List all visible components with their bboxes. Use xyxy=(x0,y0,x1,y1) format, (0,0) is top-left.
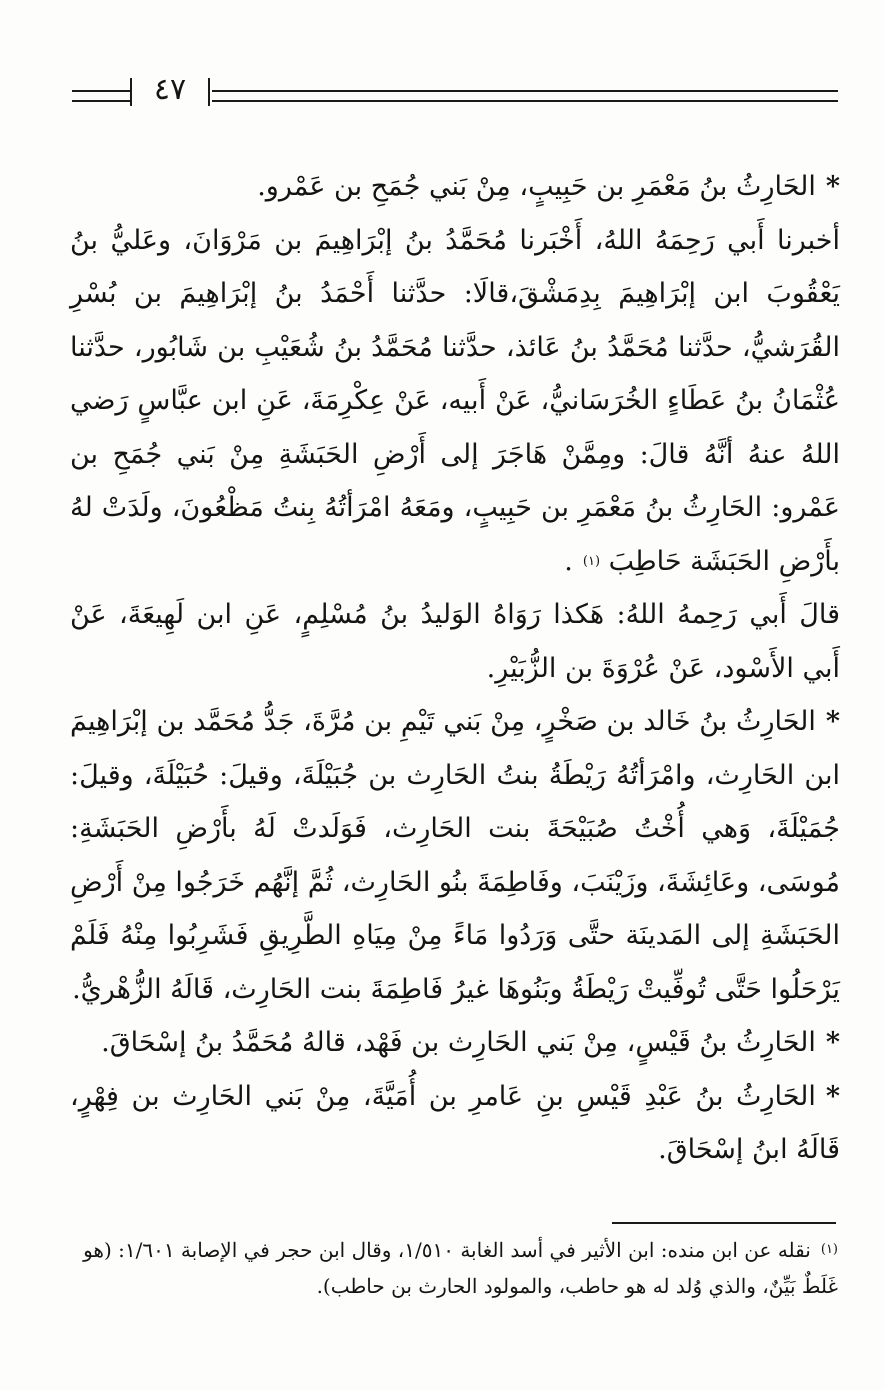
narration-paragraph xyxy=(70,214,840,589)
footnote-number: (١) xyxy=(820,1242,838,1257)
narration-text: أخبرنا أَبي رَحِمَهُ اللهُ، أَخْبَرنا مُحَمَّدُ بنُ إبْرَاهِيمَ بن مَرْوَانَ، وعَليُّ بنُ يَعْقُوبَ ابن إبْرَاهِيمَ بِدِمَشْقَ،قالَا: حدَّثنا أَحْمَدُ بنُ إبْرَاهِيمَ بن بُسْرِ القُرَشيُّ، حدَّثنا مُحَمَّدُ بنُ عَائذ، حدَّثنا مُحَمَّدُ بنُ شُعَيْبِ بن شَابُور، حدَّثنا عُثْمَانُ بنُ عَطَاءٍ الخُرَسَانيُّ، عَنْ أَبيه، عَنْ عِكْرِمَةَ، عَنِ ابن عبَّاسٍ رَضي اللهُ عنهُ أنَّهُ قالَ: ومِمَّنْ هَاجَرَ إلى أَرْضِ الحَبَشَةِ مِنْ بَني جُمَحِ بن عَمْرو: الحَارِثُ بنُ مَعْمَرِ بن حَبِيبٍ، ومَعَهُ امْرَأتُهُ بِنتُ مَظْعُونَ، ولَدَتْ لهُ بأَرْضِ الحَبَشَة حَاطِبَ xyxy=(70,224,840,577)
header-rule-left xyxy=(72,90,130,102)
header-rule-right xyxy=(212,90,838,102)
entry-text: الحَارِثُ بنُ عَبْدِ قَيْسِ بنِ عَامرِ بن أُمَيَّةَ، مِنْ بَني الحَارِث بن فِهْرٍ، قَالَهُ ابنُ إسْحَاقَ. xyxy=(70,1080,840,1165)
narration-tail: . xyxy=(564,545,573,577)
entry-bullet-icon: * xyxy=(825,706,840,737)
main-text xyxy=(70,160,840,1177)
commentary-text: قالَ أَبي رَحِمهُ اللهُ: هَكذا رَوَاهُ الوَليدُ بنُ مُسْلِمٍ، عَنِ ابن لَهِيعَةَ، عَنْ أَبي الأَسْود، عَنْ عُرْوَةَ بن الزُّبَيْرِ. xyxy=(70,599,840,684)
entry-paragraph xyxy=(70,695,840,1016)
footnote-text: نقله عن ابن منده: ابن الأثير في أسد الغابة ١/٥١٠، وقال ابن حجر في الإصابة ١/٦٠١: (هو غَلَطٌ بَيِّنٌ، والذي وُلد له هو حاطب، والمولود الحارث بن حاطب). xyxy=(83,1238,838,1298)
entry-text: الحَارِثُ بنُ مَعْمَرِ بن حَبِيبٍ، مِنْ بَني جُمَحِ بن عَمْرو. xyxy=(257,171,816,202)
entry-paragraph xyxy=(70,1070,840,1177)
footnote-reference[interactable]: (١) xyxy=(582,553,601,569)
entry-bullet-icon: * xyxy=(825,1027,840,1058)
entry-text: الحَارِثُ بنُ خَالد بن صَخْرٍ، مِنْ بَني تَيْمِ بن مُرَّةَ، جَدُّ مُحَمَّد بن إبْرَاهِيمَ ابن الحَارِث، وامْرَأتُهُ رَيْطَةُ بنتُ الحَارِث بن جُبَيْلَةَ، وقيلَ: حُبَيْلَةَ، وقيلَ: جُمَيْلَةَ، وَهي أُخْتُ صُبَيْحَةَ بنت الحَارِث، فَوَلَدتْ لَهُ بأَرْضِ الحَبَشَةِ: مُوسَى، وعَائِشَةَ، وزَيْنَبَ، وفَاطِمَةَ بنُو الحَارِث، ثُمَّ إنَّهُم خَرَجُوا مِنْ أَرْضِ الحَبَشَةِ إلى المَدينَة حتَّى وَرَدُوا مَاءً مِنْ مِيَاهِ الطَّرِيقِ فَشَرِبُوا مِنْهُ فَلَمْ يَرْحَلُوا حَتَّى تُوفِّيتْ رَيْطَةُ وبَنُوهَا غيرُ فَاطِمَةَ بنت الحَارِث، قَالَهُ الزُّهْريُّ. xyxy=(70,706,840,1005)
entry-paragraph xyxy=(70,160,840,214)
entry-bullet-icon: * xyxy=(825,171,840,202)
footnote xyxy=(66,1232,838,1304)
entry-bullet-icon: * xyxy=(825,1080,840,1112)
page-number: ٤٧ xyxy=(153,72,187,107)
entry-paragraph xyxy=(70,1016,840,1070)
commentary-paragraph xyxy=(70,588,840,695)
header-divider-right xyxy=(208,78,210,106)
entry-text: الحَارِثُ بنُ قَيْسٍ، مِنْ بَني الحَارِث بن فَهْد، قالهُ مُحَمَّدُ بنُ إسْحَاقَ. xyxy=(101,1027,816,1058)
footnote-separator xyxy=(612,1222,836,1224)
